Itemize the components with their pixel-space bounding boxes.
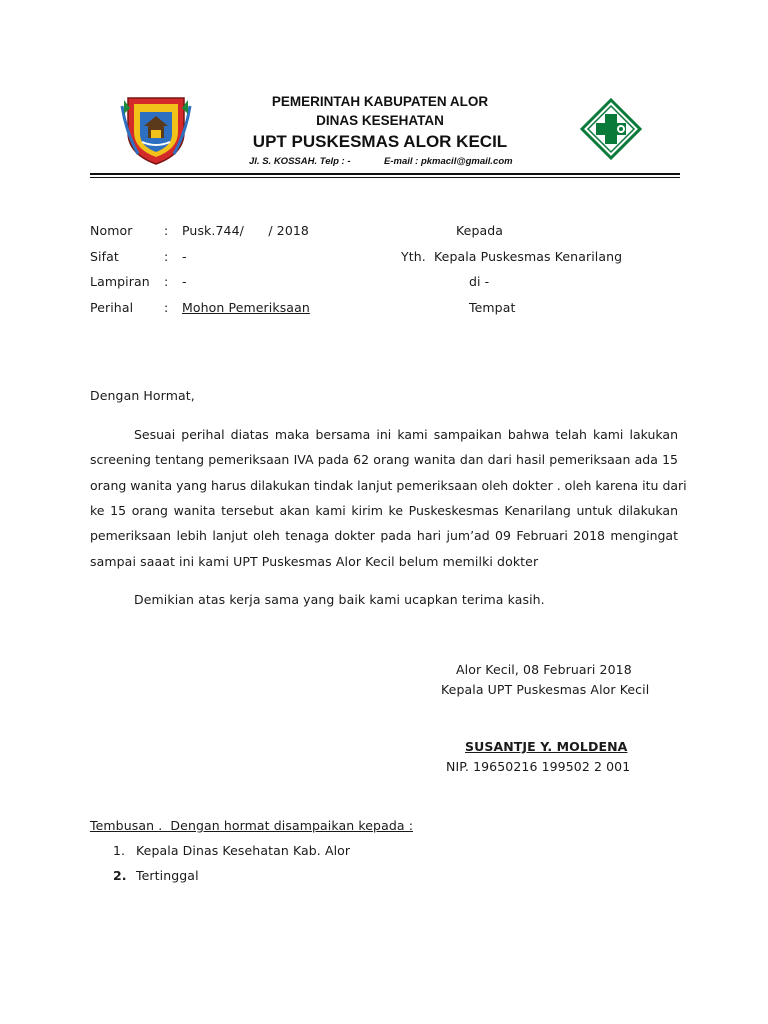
nomor-label: Nomor <box>90 223 133 238</box>
cc-item-number: 1. <box>113 843 126 858</box>
paragraph-line: Sesuai perihal diatas maka bersama ini kami sampaikan bahwa telah kami lakukan <box>134 427 678 442</box>
puskesmas-green-cross-logo <box>580 98 642 160</box>
cc-item-text: Kepala Dinas Kesehatan Kab. Alor <box>136 843 351 858</box>
paragraph-line: ke 15 orang wanita tersebut akan kami kirim ke Puskeskesmas Kenarilang untuk dilakukan <box>90 503 678 518</box>
recipient-yth: Yth. Kepala Puskesmas Kenarilang <box>401 249 623 264</box>
signature-position: Kepala UPT Puskesmas Alor Kecil <box>441 682 650 697</box>
letterhead-divider-thin <box>90 177 680 178</box>
paragraph-line: screening tentang pemeriksaan IVA pada 62 orang wanita dan dari hasil pemeriksaan ada 15 <box>90 452 678 467</box>
sifat-colon: : <box>164 249 169 264</box>
recipient-tempat: Tempat <box>469 300 516 315</box>
perihal-label: Perihal <box>90 300 134 315</box>
paragraph-line: sampai saaat ini kami UPT Puskesmas Alor Kecil belum memilki dokter <box>90 554 539 569</box>
paragraph-line: pemeriksaan lebih lanjut oleh tenaga dokter pada hari jum’ad 09 Februari 2018 mengingat <box>90 528 678 543</box>
nomor-colon: : <box>164 223 169 238</box>
lampiran-colon: : <box>164 274 169 289</box>
signature-place-date: Alor Kecil, 08 Februari 2018 <box>456 662 632 677</box>
perihal-value: Mohon Pemeriksaan <box>182 300 310 315</box>
regency-crest-logo <box>120 92 192 166</box>
signature-nip: NIP. 19650216 199502 2 001 <box>446 759 631 774</box>
sifat-value: - <box>182 249 187 264</box>
signature-name: SUSANTJE Y. MOLDENA <box>465 739 628 754</box>
recipient-kepada: Kepada <box>456 223 504 238</box>
lampiran-value: - <box>182 274 187 289</box>
paragraph-line: orang wanita yang harus dilakukan tindak lanjut pemeriksaan oleh dokter . oleh karena itu dari <box>90 478 687 493</box>
letterhead-department: DINAS KESEHATAN <box>316 113 444 128</box>
greeting: Dengan Hormat, <box>90 388 195 403</box>
letterhead-contact <box>249 156 549 167</box>
lampiran-label: Lampiran <box>90 274 150 289</box>
cc-item-number: 2. <box>113 868 127 883</box>
letterhead-government: PEMERINTAH KABUPATEN ALOR <box>271 94 489 109</box>
letterhead-address: Jl. S. KOSSAH. Telp : - <box>249 156 351 167</box>
perihal-colon: : <box>164 300 169 315</box>
letterhead-divider-thick <box>90 173 680 175</box>
sifat-label: Sifat <box>90 249 119 264</box>
closing-sentence: Demikian atas kerja sama yang baik kami ucapkan terima kasih. <box>134 592 545 607</box>
cc-heading: Tembusan . Dengan hormat disampaikan kepada : <box>90 818 414 833</box>
letterhead-institution: UPT PUSKESMAS ALOR KECIL <box>252 132 508 151</box>
nomor-value: Pusk.744/ / 2018 <box>182 223 309 238</box>
recipient-di: di - <box>469 274 490 289</box>
letterhead-email: E-mail : pkmacil@gmail.com <box>384 156 513 167</box>
cc-item-text: Tertinggal <box>136 868 199 883</box>
